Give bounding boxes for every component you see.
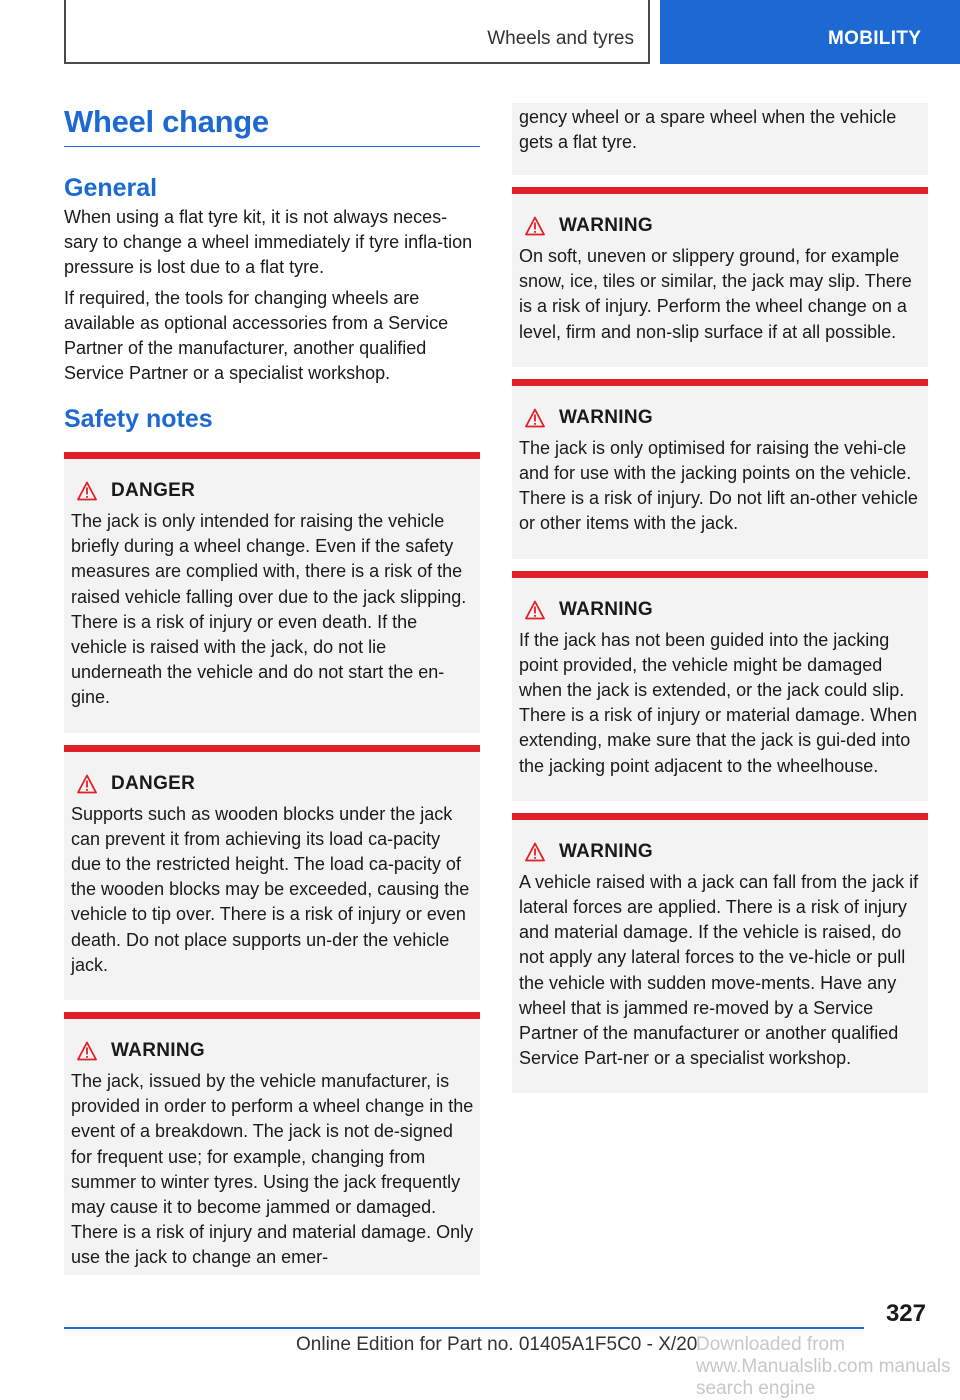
notice-danger-2 — [64, 745, 480, 1000]
notice-warning-guided — [512, 571, 928, 801]
notice-header — [519, 596, 922, 624]
page-title: Wheel change — [64, 100, 480, 147]
notice-label: DANGER — [111, 772, 196, 794]
header-left-rule — [64, 0, 66, 64]
footer-edition: Online Edition for Part no. 01405A1F5C0 - X/20 — [296, 1334, 698, 1355]
warning-triangle-icon — [525, 842, 545, 862]
header-chapter-tab — [660, 0, 960, 64]
notice-label: WARNING — [559, 406, 653, 428]
notice-header — [519, 404, 922, 432]
warning-triangle-icon — [77, 481, 97, 501]
page-number: 327 — [885, 1300, 926, 1327]
watermark: Downloaded from www.Manualslib.com manuals search engine — [696, 1334, 951, 1399]
notice-header — [71, 477, 474, 505]
notice-text: A vehicle raised with a jack can fall from the jack if lateral forces are applied. There is a risk of injury and material damage. If the vehicle is raised, do not apply any lateral forces to the ve-hicle or pull the vehicle with sudden move-ments. Have any wheel that is jammed re-moved by a Service Partner of the manufacturer or another qualified Service Part-ner or a specialist workshop. — [519, 871, 919, 1069]
notice-continued-text: gency wheel or a spare wheel when the vehicle gets a flat tyre. — [519, 107, 897, 152]
notice-header — [519, 838, 922, 866]
notice-label: WARNING — [111, 1040, 205, 1062]
notice-header — [71, 770, 474, 798]
notice-header — [71, 1037, 474, 1065]
header-bottom-rule — [64, 62, 650, 64]
notice-danger-1 — [64, 452, 480, 733]
notice-continuation — [512, 103, 928, 175]
general-heading: General — [64, 174, 158, 202]
notice-text: If the jack has not been guided into the jacking point provided, the vehicle might be damaged when the jack is extended, or the jack could slip. There is a risk of injury or material damage. When extending, make sure that the jack is gui-ded into the jacking point adjacent to the wheelhouse. — [519, 629, 918, 776]
notice-text: The jack is only intended for raising the vehicle briefly during a wheel change. Even if the safety measures are complied with, there is a risk of the raised vehicle falling over due to the jack slipping. There is a risk of injury or even death. If the vehicle is raised with the jack, do not lie underneath the vehicle and do not start the en-gine. — [71, 511, 467, 708]
left-column — [64, 100, 480, 1275]
notice-text: The jack, issued by the vehicle manufacturer, is provided in order to perform a wheel change in the event of a breakdown. The jack is not de-signed for frequent use; for example, changing from summer to winter tyres. Using the jack frequently may cause it to become jammed or damaged. There is a risk of injury and material damage. Only use the jack to change an emer- — [71, 1071, 474, 1268]
header-section-title: Wheels and tyres — [487, 28, 634, 49]
warning-triangle-icon — [77, 774, 97, 794]
notice-text: Supports such as wooden blocks under the jack can prevent it from achieving its load ca-pacity due to the restricted height. The load ca-pacity of the wooden blocks may be exceeded, causing the vehicle to tip over. There is a risk of injury or even death. Do not place supports un-der the vehicle jack. — [71, 803, 470, 975]
general-paragraph-2: If required, the tools for changing wheels are available as optional accessories from a Service Partner of the manufacturer, another qualified Service Partner or a specialist workshop. — [64, 288, 449, 383]
safety-notes-heading: Safety notes — [64, 405, 213, 433]
general-paragraph-1: When using a flat tyre kit, it is not always neces-sary to change a wheel immediately if tyre infla-tion pressure is lost due to a flat tyre. — [64, 207, 473, 277]
notice-label: WARNING — [559, 840, 653, 862]
notice-label: WARNING — [559, 215, 653, 236]
right-column — [512, 103, 928, 1093]
notice-warning-jacking-points — [512, 379, 928, 559]
notice-text: The jack is only optimised for raising the vehi-cle and for use with the jacking points on the vehicle. There is a risk of injury. Do not lift an-other vehicle or other items with the jack. — [519, 437, 918, 534]
notice-header — [519, 212, 922, 240]
header-chapter-label: MOBILITY — [828, 28, 922, 49]
warning-triangle-icon — [77, 1041, 97, 1061]
notice-text: On soft, uneven or slippery ground, for example snow, ice, tiles or similar, the jack may slip. There is a risk of injury. Perform the wheel change on a level, firm and non-slip surface if at all possible. — [519, 246, 912, 342]
header-right-rule — [648, 0, 650, 64]
footer-rule — [64, 1327, 864, 1329]
warning-triangle-icon — [525, 216, 545, 236]
notice-warning-ground — [512, 187, 928, 367]
warning-triangle-icon — [525, 600, 545, 620]
warning-triangle-icon — [525, 408, 545, 428]
notice-label: WARNING — [559, 598, 653, 620]
notice-label: DANGER — [111, 480, 196, 501]
notice-warning-jack — [64, 1012, 480, 1275]
notice-warning-lateral — [512, 813, 928, 1094]
